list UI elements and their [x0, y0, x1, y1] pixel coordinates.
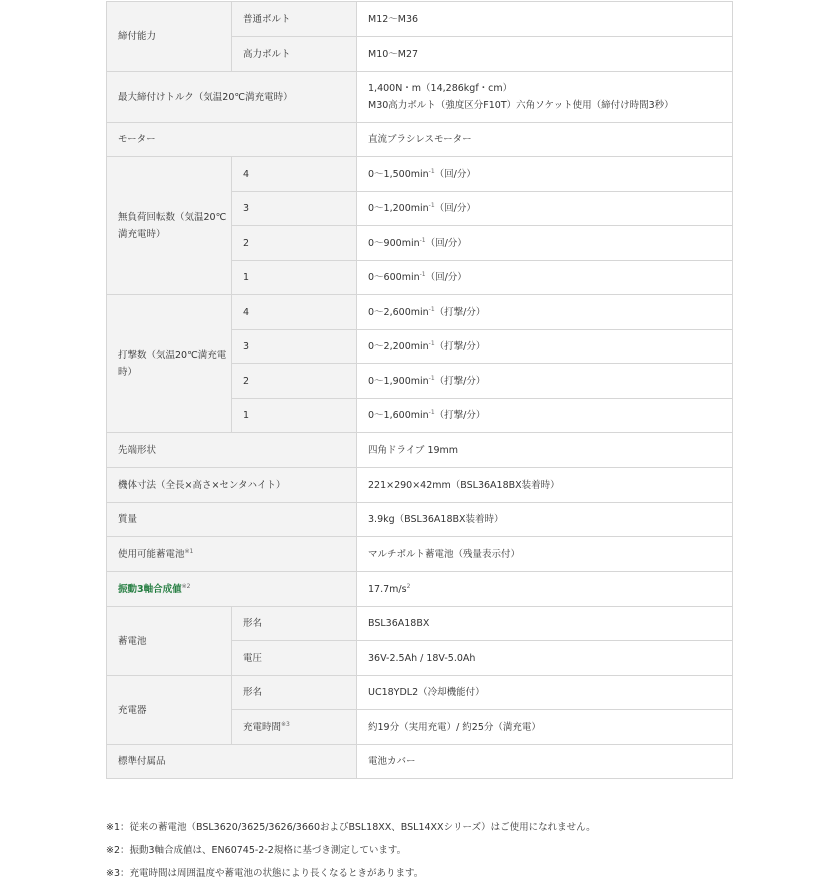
battery-usable-label: 使用可能蓄電池$^{※1}$ [107, 537, 357, 572]
impact-mode-label: 3 [232, 330, 357, 364]
tip-value: 四角ドライブ 19mm [357, 433, 733, 468]
fastening-normal-bolt-label: 普通ボルト [232, 2, 357, 37]
motor-value: 直流ブラシレスモーター [357, 123, 733, 157]
battery-usable-value: マルチボルト蓄電池（残量表示付） [357, 537, 733, 572]
vibration-value: $17.7m/s^2$ [357, 572, 733, 607]
footnote-3: ※3：充電時間は周囲温度や蓄電池の状態により長くなるときがあります。 [106, 868, 424, 879]
impact-label: 打撃数（気温20℃満充電時） [107, 295, 232, 433]
dimensions-value: 221×290×42mm（BSL36A18BX装着時） [357, 468, 733, 503]
spec-row-noload-4 [107, 157, 733, 192]
mass-label: 質量 [107, 503, 357, 537]
charger-model-value: UC18YDL2（冷却機能付） [357, 676, 733, 710]
noload-value: $0\sim 900\min^{-1}$（回/分） [357, 226, 733, 261]
noload-label: 無負荷回転数（気温20℃満充電時） [107, 157, 232, 295]
fastening-normal-bolt-value: M12～M36 [357, 2, 733, 37]
fastening-high-bolt-value: M10～M27 [357, 37, 733, 72]
spec-row-mass [107, 503, 733, 537]
charger-label: 充電器 [107, 676, 232, 745]
torque-value-line1: 1,400N・m（14,286kgf・cm） [368, 83, 513, 94]
noload-value: $0\sim 600\min^{-1}$（回/分） [357, 261, 733, 295]
mass-value: 3.9kg（BSL36A18BX装着時） [357, 503, 733, 537]
noload-mode-label: 4 [232, 157, 357, 192]
impact-value: $0\sim 2,200\min^{-1}$（打撃/分） [357, 330, 733, 364]
accessories-value: 電池カバー [357, 745, 733, 779]
noload-mode-label: 3 [232, 192, 357, 226]
spec-row-tip [107, 433, 733, 468]
torque-value-line2: M30高力ボルト（強度区分F10T）六角ソケット使用（締付け時間3秒） [368, 100, 674, 111]
battery-model-label: 形名 [232, 607, 357, 641]
vibration-label: 振動3軸合成値$^{※2}$ [107, 572, 357, 607]
torque-value [357, 72, 733, 123]
impact-mode-label: 1 [232, 399, 357, 433]
footnote-ref-3: ※3 [281, 720, 290, 728]
spec-row-battery-usable [107, 537, 733, 572]
spec-table [106, 1, 733, 779]
spec-row-charger-model [107, 676, 733, 710]
footnote-2: ※2：振動3軸合成値は、EN60745-2-2規格に基づき測定しています。 [106, 845, 407, 856]
dimensions-label: 機体寸法（全長×高さ×センタハイト） [107, 468, 357, 503]
charger-time-value: 約19分（実用充電）/ 約25分（満充電） [357, 710, 733, 745]
impact-value: $0\sim 2,600\min^{-1}$（打撃/分） [357, 295, 733, 330]
fastening-high-bolt-label: 高力ボルト [232, 37, 357, 72]
charger-time-label: 充電時間$^{※3}$ [232, 710, 357, 745]
spec-row-impact-4 [107, 295, 733, 330]
spec-row-battery-model [107, 607, 733, 641]
motor-label: モーター [107, 123, 357, 157]
footnote-ref-1: ※1 [184, 547, 194, 555]
spec-row-vibration [107, 572, 733, 607]
spec-row-fastening [107, 2, 733, 37]
spec-row-torque [107, 72, 733, 123]
footnote-1: ※1：従来の蓄電池（BSL3620/3625/3626/3660およびBSL18XX、BSL14XXシリーズ）はご使用になれません。 [106, 822, 596, 833]
impact-mode-label: 2 [232, 364, 357, 399]
battery-voltage-value: 36V-2.5Ah / 18V-5.0Ah [357, 641, 733, 676]
noload-value: $0\sim 1,500\min^{-1}$（回/分） [357, 157, 733, 192]
accessories-label: 標準付属品 [107, 745, 357, 779]
spec-row-dimensions [107, 468, 733, 503]
noload-mode-label: 1 [232, 261, 357, 295]
footnote-ref-2: ※2 [181, 582, 191, 590]
battery-model-value: BSL36A18BX [357, 607, 733, 641]
noload-value: $0\sim 1,200\min^{-1}$（回/分） [357, 192, 733, 226]
footnotes [106, 819, 806, 888]
impact-value: $0\sim 1,900\min^{-1}$（打撃/分） [357, 364, 733, 399]
fastening-label: 締付能力 [107, 2, 232, 72]
charger-model-label: 形名 [232, 676, 357, 710]
impact-mode-label: 4 [232, 295, 357, 330]
battery-voltage-label: 電圧 [232, 641, 357, 676]
noload-mode-label: 2 [232, 226, 357, 261]
tip-label: 先端形状 [107, 433, 357, 468]
spec-row-accessories [107, 745, 733, 779]
torque-label: 最大締付けトルク（気温20℃満充電時） [107, 72, 357, 123]
spec-row-motor [107, 123, 733, 157]
battery-label: 蓄電池 [107, 607, 232, 676]
impact-value: $0\sim 1,600\min^{-1}$（打撃/分） [357, 399, 733, 433]
